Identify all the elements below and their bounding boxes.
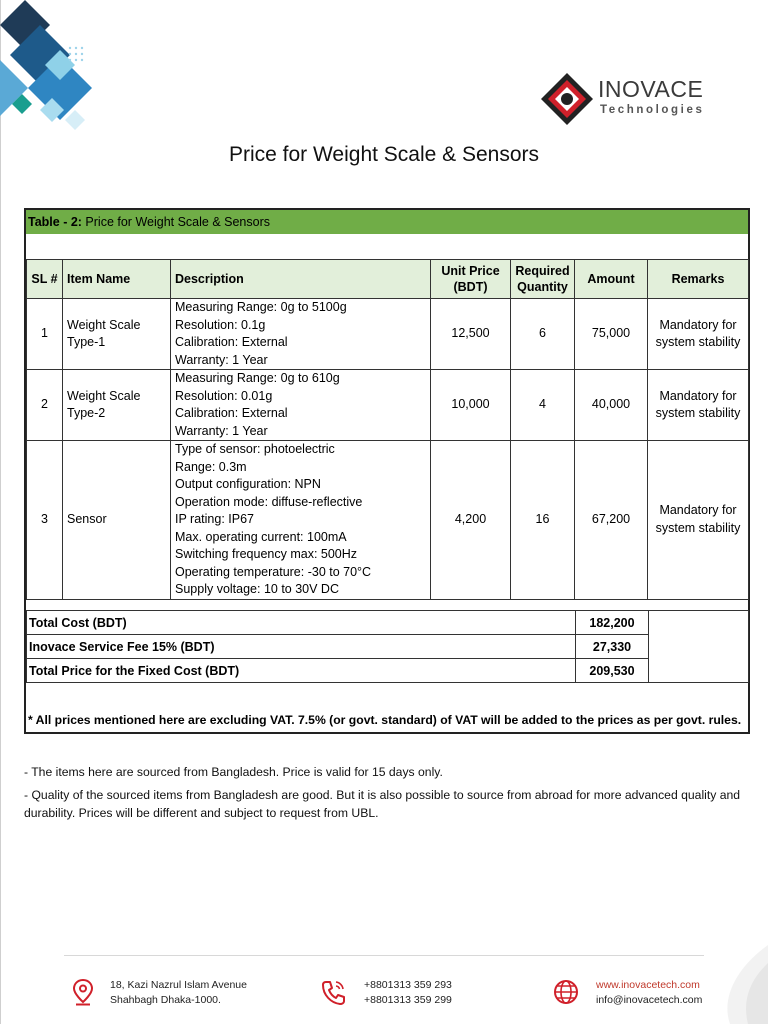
- location-pin-icon: [70, 978, 96, 1006]
- cell-remarks: [648, 299, 749, 370]
- cell-amount: 67,200: [575, 441, 648, 600]
- logo-name: INOVACE: [598, 76, 704, 102]
- table-row: [27, 441, 749, 600]
- total-row: [27, 635, 749, 659]
- total-row: [27, 611, 749, 635]
- logo-tagline: Technologies: [600, 104, 705, 116]
- cell-description: [171, 441, 431, 600]
- footer-contact: [596, 978, 702, 1008]
- remarks-line: system stability: [655, 520, 741, 535]
- cell-sl: 3: [27, 441, 63, 600]
- total-cost-label: Total Cost (BDT): [27, 611, 576, 635]
- description-line: Supply voltage: 10 to 30V DC: [175, 582, 339, 596]
- note-line: - The items here are sourced from Bangladesh. Price is valid for 15 days only.: [24, 765, 443, 779]
- description-line: IP rating: IP67: [175, 512, 254, 526]
- logo-mark-icon: [540, 72, 594, 126]
- website-link[interactable]: www.inovacetech.com: [596, 979, 700, 991]
- phone-line1: +8801313 359 293: [364, 979, 452, 991]
- header-item-name: Item Name: [63, 260, 171, 299]
- description-line: Resolution: 0.1g: [175, 317, 266, 332]
- address-line2: Shahbagh Dhaka-1000.: [110, 994, 221, 1006]
- header-sl: SL #: [27, 260, 63, 299]
- footer-address: [110, 978, 247, 1008]
- item-name-line: Sensor: [67, 512, 107, 526]
- phone-line2: +8801313 359 299: [364, 994, 452, 1006]
- cell-unit-price: 10,000: [431, 370, 511, 441]
- cell-item-name: [63, 299, 171, 370]
- table-row: [27, 299, 749, 370]
- cell-quantity: 16: [511, 441, 575, 600]
- remarks-line: system stability: [655, 406, 741, 420]
- cell-description: [171, 299, 431, 370]
- header-description: Description: [171, 260, 431, 299]
- items-table: [26, 259, 749, 600]
- cell-quantity: 4: [511, 370, 575, 441]
- description-line: Measuring Range: 0g to 610g: [175, 371, 340, 385]
- page-title: Price for Weight Scale & Sensors: [228, 143, 540, 166]
- remarks-line: Mandatory for: [659, 503, 737, 518]
- description-line: Operation mode: diffuse-reflective: [175, 494, 363, 509]
- remarks-line: Mandatory for: [659, 317, 737, 332]
- header-amount: Amount: [575, 260, 648, 299]
- table-header-row: [27, 260, 749, 299]
- item-rows: [27, 299, 749, 600]
- description-line: Switching frequency max: 500Hz: [175, 547, 358, 561]
- cell-sl: 1: [27, 299, 63, 370]
- decorative-swoosh: [700, 945, 768, 1024]
- service-fee-label: Inovace Service Fee 15% (BDT): [27, 635, 576, 659]
- total-row: [27, 659, 749, 683]
- cell-quantity: 6: [511, 299, 575, 370]
- header-unit-price-line2: (BDT): [453, 280, 488, 294]
- cell-amount: 40,000: [575, 370, 648, 441]
- table-caption-text: Price for Weight Scale & Sensors: [81, 215, 270, 229]
- footer-phones: [364, 978, 452, 1008]
- cell-remarks: [648, 441, 749, 600]
- totals-blank-cell: [649, 611, 749, 635]
- cell-unit-price: 12,500: [431, 299, 511, 370]
- header-unit-price: [431, 260, 511, 299]
- item-name-line: Weight Scale: [67, 388, 141, 403]
- description-line: Max. operating current: 100mA: [175, 529, 347, 544]
- note-line: - Quality of the sourced items from Bangladesh are good. But it is also possible to source from abroad for more advanced quality and durability. Prices will be different and subject to request from UBL.: [24, 788, 741, 820]
- vat-note: * All prices mentioned here are excluding VAT. 7.5% (or govt. standard) of VAT will be added to the prices as per govt. rules.: [28, 713, 742, 727]
- table-row: [27, 370, 749, 441]
- description-line: Type of sensor: photoelectric: [175, 442, 335, 456]
- description-line: Calibration: External: [175, 406, 288, 420]
- cell-item-name: [63, 370, 171, 441]
- cell-sl: 2: [27, 370, 63, 441]
- item-name-line: Type-1: [67, 335, 106, 349]
- company-logo: [540, 72, 710, 128]
- phone-icon: [320, 978, 346, 1006]
- total-cost-value: 182,200: [576, 611, 649, 635]
- cell-amount: 75,000: [575, 299, 648, 370]
- item-name-line: Weight Scale: [67, 317, 141, 332]
- total-price-label: Total Price for the Fixed Cost (BDT): [27, 659, 576, 683]
- globe-icon: [553, 978, 579, 1006]
- cell-remarks: [648, 370, 749, 441]
- description-line: Calibration: External: [175, 335, 288, 349]
- table-caption: [26, 210, 748, 234]
- remarks-line: Mandatory for: [659, 388, 737, 403]
- total-price-value: 209,530: [576, 659, 649, 683]
- remarks-line: system stability: [655, 335, 741, 349]
- item-name-line: Type-2: [67, 406, 106, 420]
- totals-blank-cell: [649, 659, 749, 683]
- cell-unit-price: 4,200: [431, 441, 511, 600]
- description-line: Range: 0.3m: [175, 459, 247, 474]
- footer-divider: [64, 955, 704, 956]
- cell-description: [171, 370, 431, 441]
- header-unit-price-line1: Unit Price: [441, 264, 500, 278]
- service-fee-value: 27,330: [576, 635, 649, 659]
- header-required-quantity: [511, 260, 575, 299]
- description-line: Warranty: 1 Year: [175, 352, 268, 367]
- totals-table: [26, 610, 749, 683]
- pricing-table-container: [24, 208, 750, 734]
- decorative-corner-graphic: [0, 0, 110, 150]
- description-line: Resolution: 0.01g: [175, 388, 273, 403]
- description-line: Warranty: 1 Year: [175, 423, 268, 438]
- description-line: Operating temperature: -30 to 70°C: [175, 564, 372, 579]
- cell-item-name: [63, 441, 171, 600]
- header-required-line2: Quantity: [517, 280, 568, 294]
- header-required-line1: Required: [515, 264, 570, 278]
- address-line1: 18, Kazi Nazrul Islam Avenue: [110, 979, 247, 991]
- header-remarks: Remarks: [648, 260, 749, 299]
- description-line: Output configuration: NPN: [175, 477, 321, 491]
- description-line: Measuring Range: 0g to 5100g: [175, 300, 347, 314]
- email-link[interactable]: info@inovacetech.com: [596, 994, 703, 1006]
- totals-blank-cell: [649, 635, 749, 659]
- table-caption-prefix: Table - 2:: [28, 215, 82, 229]
- notes-section: [24, 763, 750, 827]
